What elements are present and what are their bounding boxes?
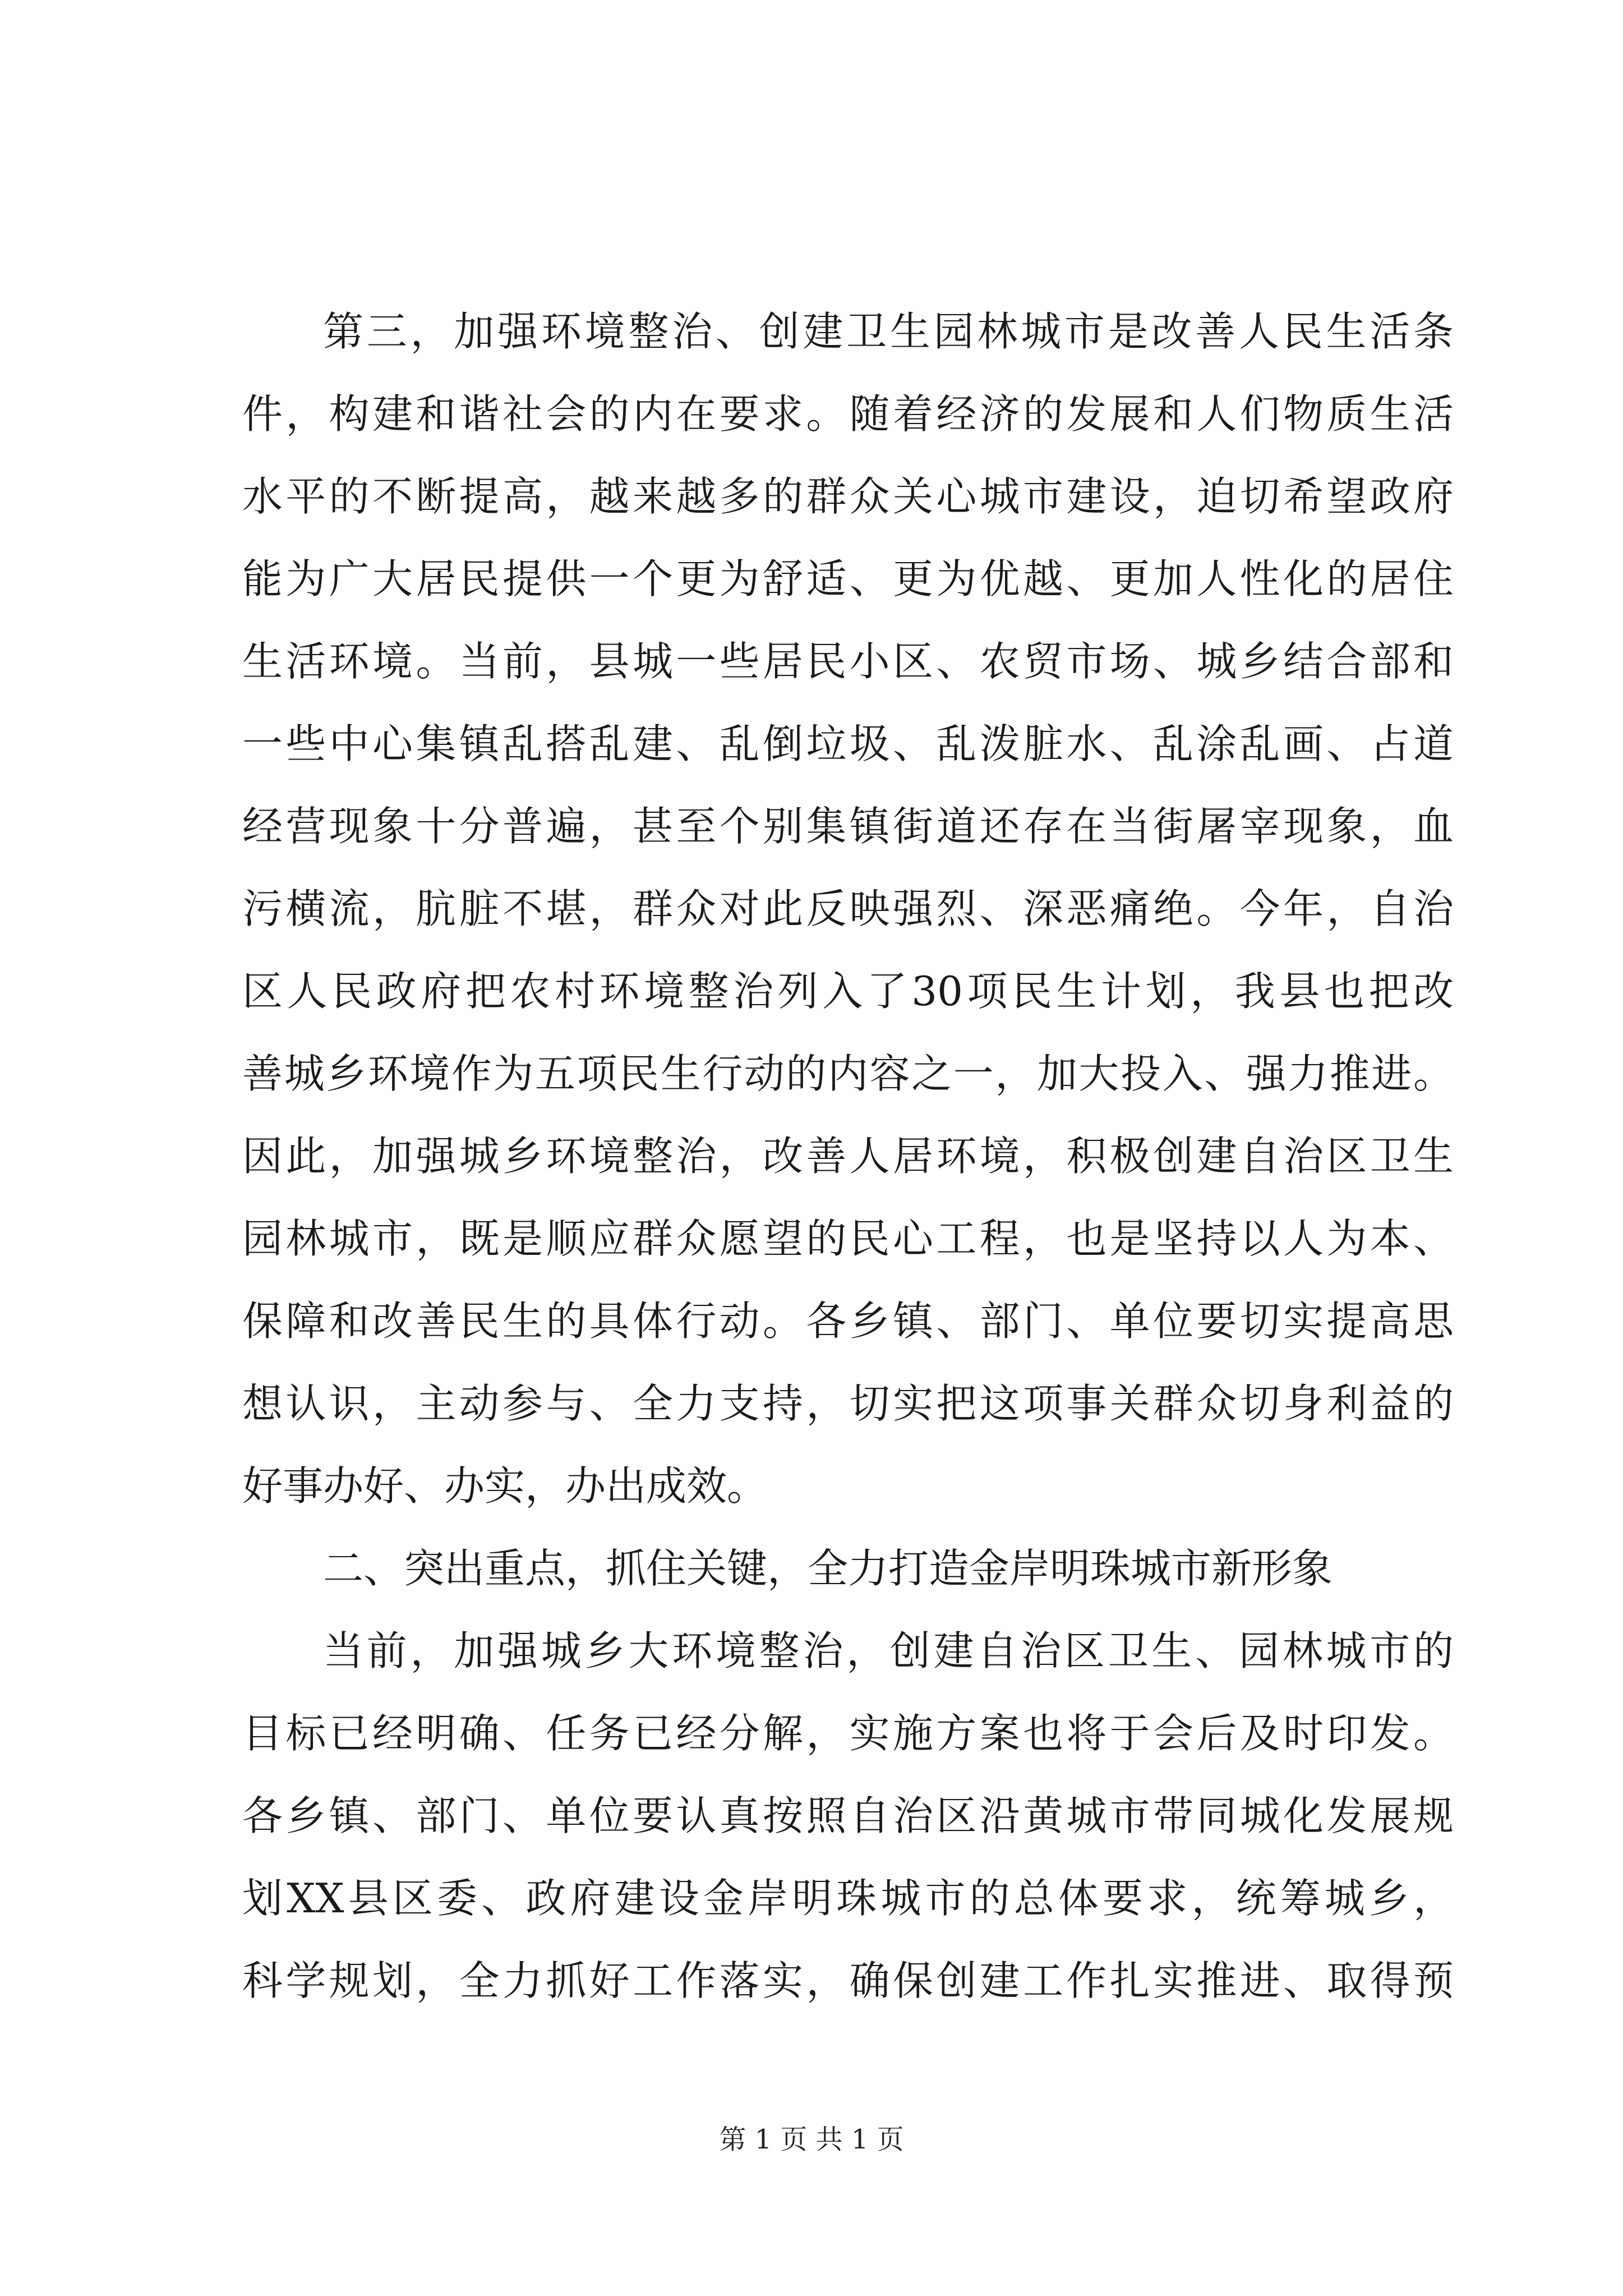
paragraph-line: 第三，加强环境整治、创建卫生园林城市是改善人民生活条	[323, 308, 1454, 355]
paragraph-line: 因此，加强城乡环境整治，改善人居环境，积极创建自治区卫生	[242, 1133, 1454, 1180]
paragraph-line: 生活环境。当前，县城一些居民小区、农贸市场、城乡结合部和	[242, 638, 1454, 685]
section-heading: 二、突出重点，抓住关键，全力打造金岸明珠城市新形象	[323, 1545, 1333, 1592]
paragraph-line: 经营现象十分普遍，甚至个别集镇街道还存在当街屠宰现象，血	[242, 803, 1454, 850]
paragraph-line: 一些中心集镇乱搭乱建、乱倒垃圾、乱泼脏水、乱涂乱画、占道	[242, 720, 1454, 767]
paragraph-line: 目标已经明确、任务已经分解，实施方案也将于会后及时印发。	[242, 1710, 1454, 1757]
paragraph-line: 污横流，肮脏不堪，群众对此反映强烈、深恶痛绝。今年，自治	[242, 885, 1454, 932]
paragraph-line: 各乡镇、部门、单位要认真按照自治区沿黄城市带同城化发展规	[242, 1792, 1454, 1839]
paragraph-line: 当前，加强城乡大环境整治，创建自治区卫生、园林城市的	[323, 1627, 1454, 1674]
paragraph-line: 区人民政府把农村环境整治列入了30项民生计划，我县也把改	[242, 968, 1454, 1015]
paragraph-line: 园林城市，既是顺应群众愿望的民心工程，也是坚持以人为本、	[242, 1215, 1454, 1262]
paragraph-line: 善城乡环境作为五项民生行动的内容之一，加大投入、强力推进。	[242, 1050, 1454, 1097]
paragraph-line: 科学规划，全力抓好工作落实，确保创建工作扎实推进、取得预	[242, 1957, 1454, 2004]
paragraph-line: 保障和改善民生的具体行动。各乡镇、部门、单位要切实提高思	[242, 1297, 1454, 1345]
paragraph-line: 想认识，主动参与、全力支持，切实把这项事关群众切身利益的	[242, 1380, 1454, 1427]
page-footer: 第 1 页 共 1 页	[719, 2124, 904, 2155]
paragraph-line: 能为广大居民提供一个更为舒适、更为优越、更加人性化的居住	[242, 555, 1454, 602]
paragraph-line: 好事办好、办实，办出成效。	[242, 1462, 768, 1510]
paragraph-line: 件，构建和谐社会的内在要求。随着经济的发展和人们物质生活	[242, 390, 1454, 438]
document-body	[242, 291, 1454, 2022]
paragraph-line: 划XX县区委、政府建设金岸明珠城市的总体要求，统筹城乡，	[242, 1875, 1454, 1922]
paragraph-line: 水平的不断提高，越来越多的群众关心城市建设，迫切希望政府	[242, 473, 1454, 520]
